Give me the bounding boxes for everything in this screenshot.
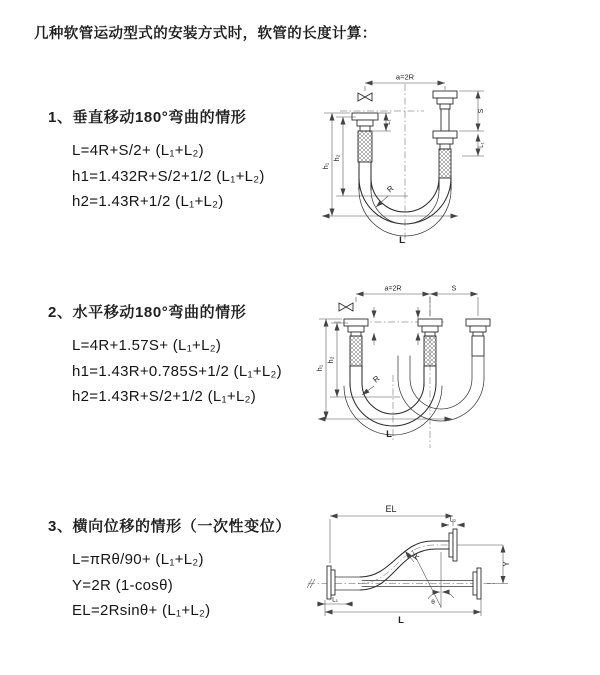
section-1-formula-h1: h1=1.432R+S/2+1/2 (L₁+L₂) [72, 167, 265, 185]
diagram-vertical-180-bend [312, 66, 597, 261]
section-1 [48, 106, 265, 215]
dim-label-r: R [410, 551, 422, 562]
section-3-formula-EL: EL=2Rsinθ+ (L₁+L₂) [72, 602, 211, 619]
dim-label-a2r: a=2R [395, 72, 415, 82]
section-2-formula-L: L=4R+1.57S+ (L₁+L₂) [72, 337, 222, 354]
dim-label-el: EL [385, 504, 397, 514]
left-flange-fitting [344, 319, 368, 366]
dim-label-l1-right: L₁ [479, 142, 485, 148]
right-upper-flange-fitting [449, 529, 457, 561]
diagram-lateral-displacement [300, 500, 600, 640]
dimension-labels [332, 504, 511, 626]
section-2-heading: 2、水平移动180°弯曲的情形 [48, 304, 247, 321]
middle-flange-fitting [418, 319, 442, 366]
centerlines [340, 84, 424, 244]
dim-label-l: L [386, 429, 392, 440]
right-flange-fitting [433, 91, 457, 178]
dim-label-h2: h₂ [332, 154, 341, 162]
hose-s-curve [358, 541, 449, 590]
dim-label-y: Y [502, 561, 511, 567]
dim-label-r: R [371, 373, 382, 385]
right-lower-flange-fitting [473, 568, 481, 599]
section-1-formula-L: L=4R+S/2+ (L₁+L₂) [72, 142, 204, 159]
dim-label-l2: L₂ [449, 516, 457, 524]
dim-label-r: R [385, 183, 396, 195]
dim-label-l: L [399, 235, 405, 246]
section-1-heading: 1、垂直移动180°弯曲的情形 [48, 109, 247, 126]
dimension-labels [321, 73, 485, 247]
section-3-formula-Y: Y=2R (1-cosθ) [72, 576, 174, 594]
right-flange-fitting [466, 319, 490, 356]
section-3-heading: 3、横向位移的情形（一次性变位） [48, 518, 291, 535]
dim-label-l: L [398, 615, 404, 626]
section-3-formula-L: L=πRθ/90+ (L₁+L₂) [72, 551, 204, 568]
dimension-lines [317, 516, 508, 616]
dim-label-s: S [478, 108, 485, 114]
valve-icon [358, 93, 372, 101]
dim-label-l1-left: L₁ [386, 119, 392, 125]
left-flange-fitting [327, 566, 362, 599]
dim-label-h1: h₁ [321, 162, 330, 170]
dim-label-h1: h₁ [315, 364, 324, 372]
dim-label-s: S [451, 285, 457, 293]
page-title: 几种软管运动型式的安装方式时，软管的长度计算： [34, 26, 377, 42]
dim-label-l1: L₁ [332, 596, 338, 604]
section-2-formula-h1: h1=1.43R+0.785S+1/2 (L₁+L₂) [72, 362, 282, 380]
left-flange-fitting [352, 113, 378, 162]
dim-label-h2: h₂ [326, 356, 335, 364]
dim-label-theta: θ [431, 599, 435, 606]
section-1-formula-h2: h2=1.43R+1/2 (L₁+L₂) [72, 193, 224, 210]
section-2 [48, 301, 282, 410]
section-3 [48, 515, 291, 624]
hose-u-bend-position2 [398, 356, 484, 421]
section-2-formula-h2: h2=1.43R+S/2+1/2 (L₁+L₂) [72, 388, 257, 405]
valve-icon [339, 303, 353, 311]
dimension-lines [322, 83, 484, 216]
dim-label-a2r: a=2R [384, 285, 402, 293]
diagram-horizontal-180-bend [312, 280, 597, 465]
